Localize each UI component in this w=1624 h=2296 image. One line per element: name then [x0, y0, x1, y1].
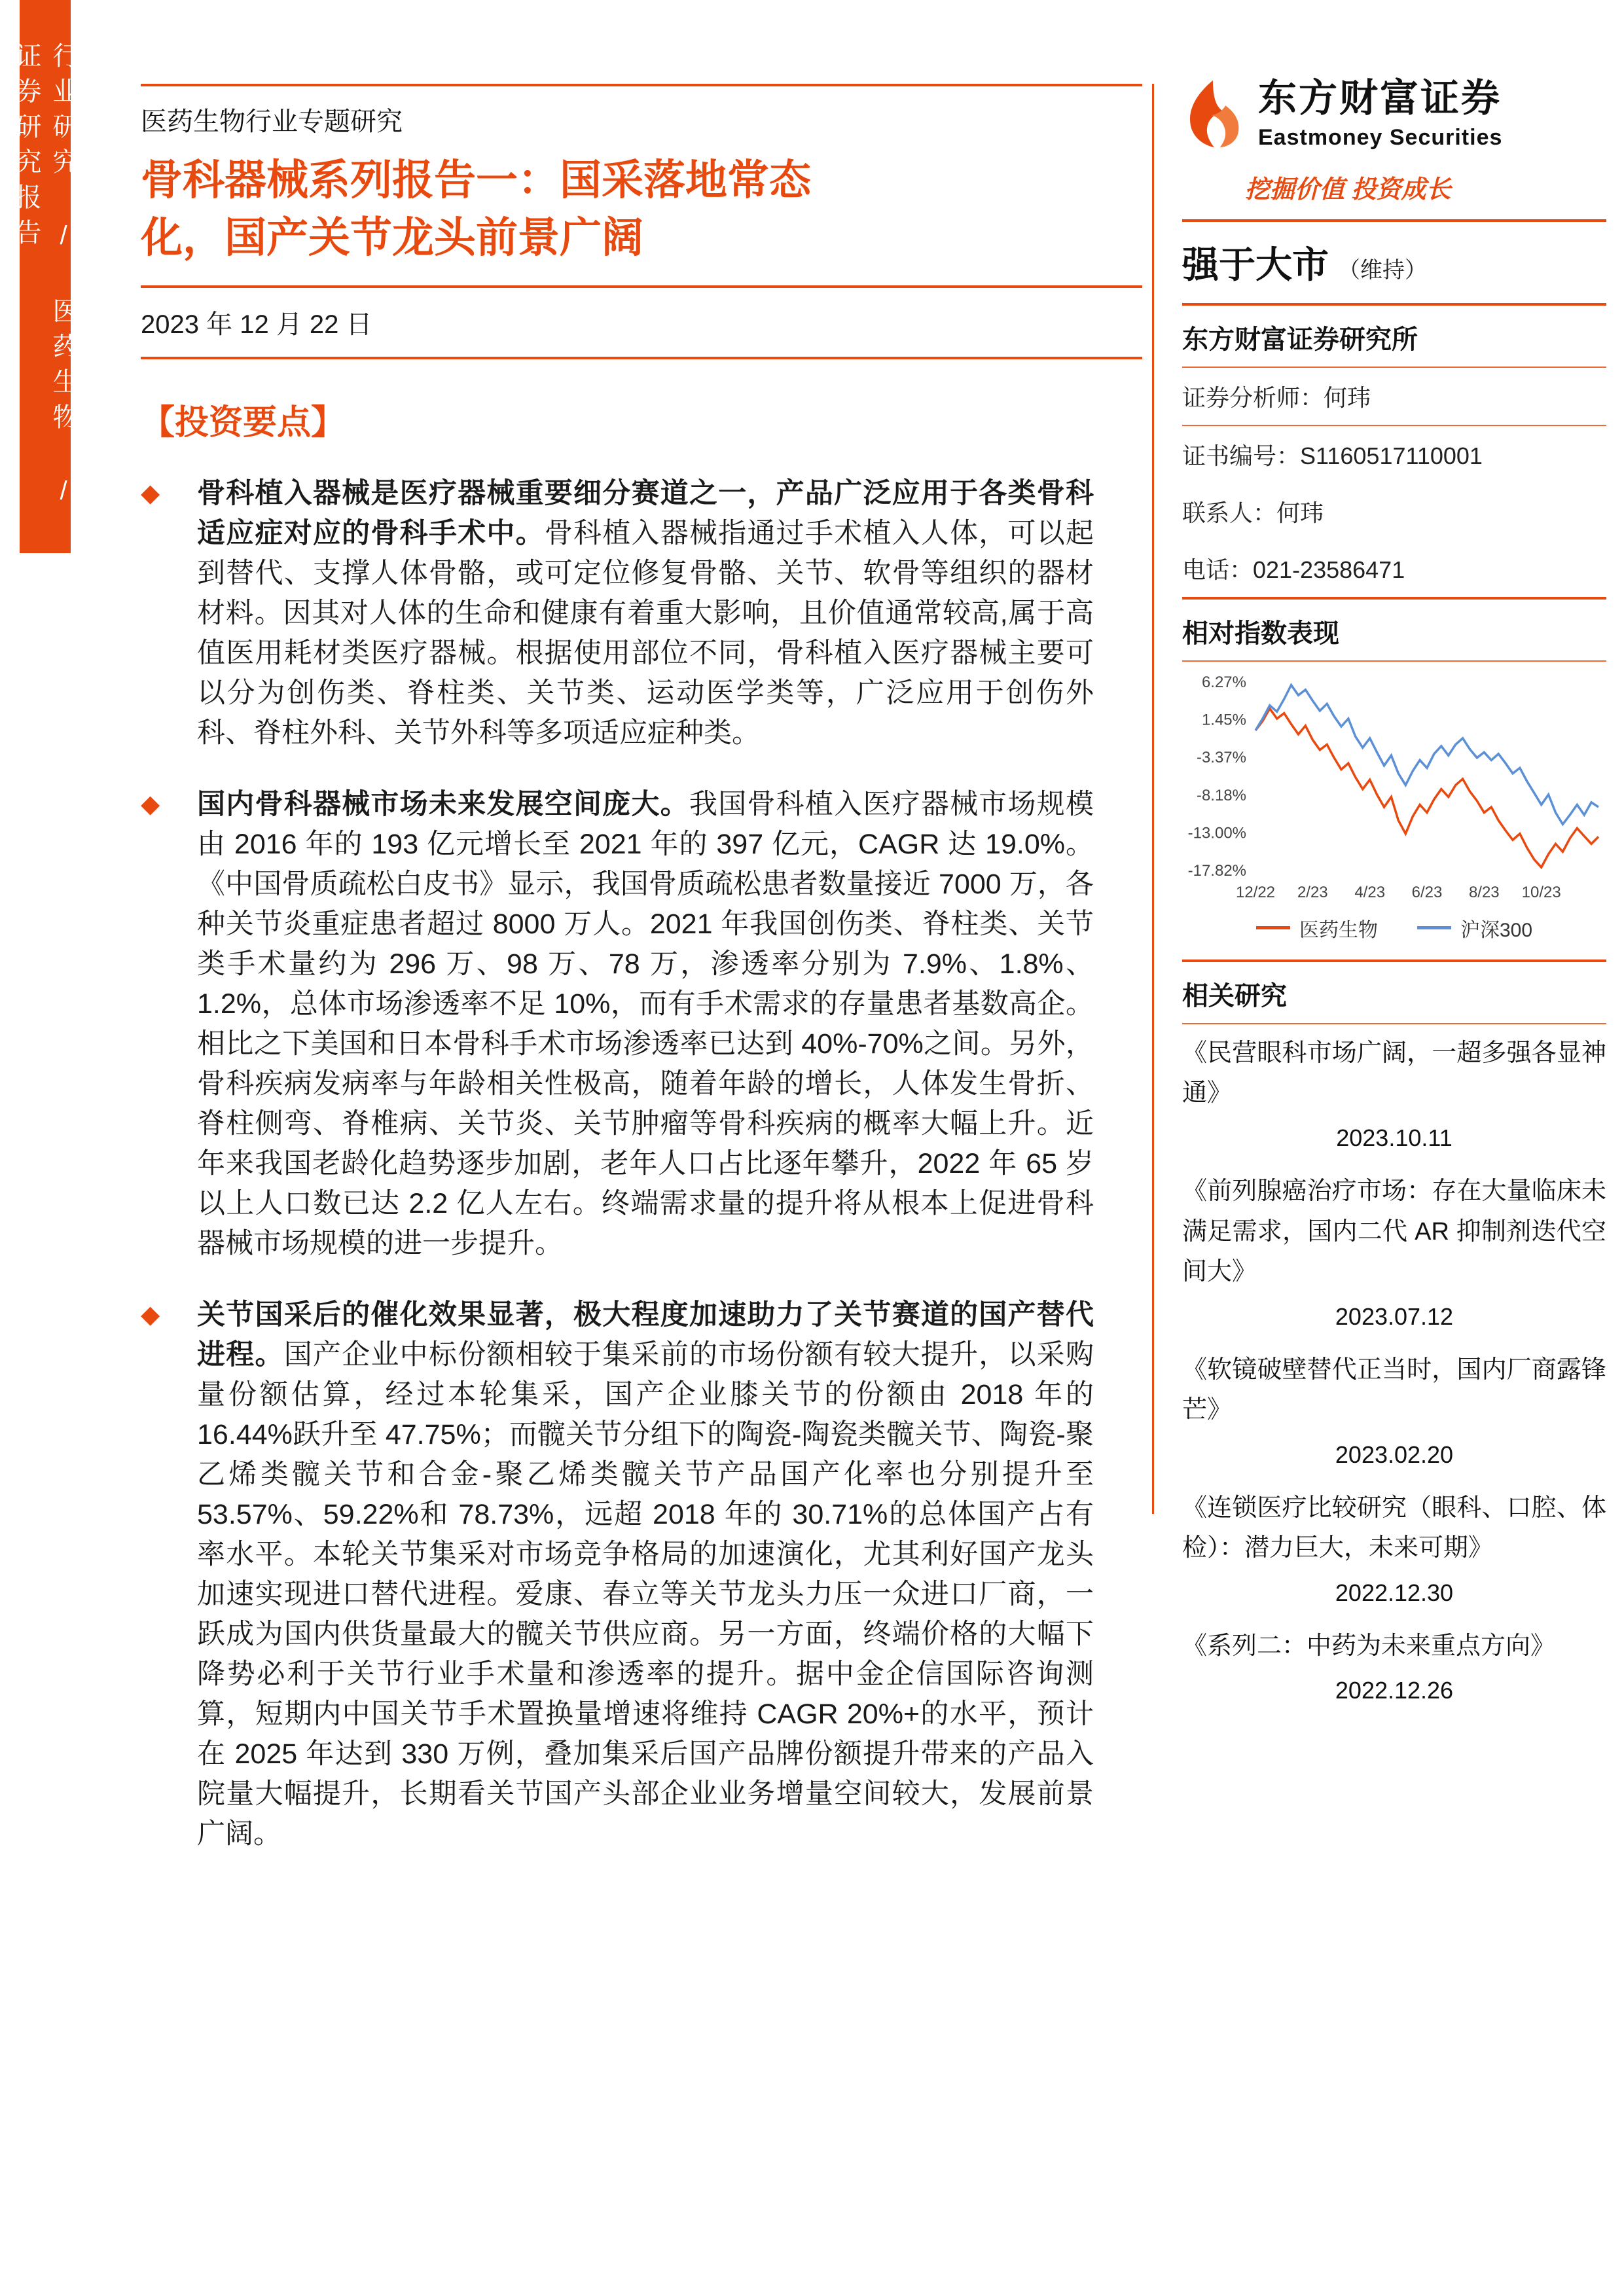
brand-logo [1182, 77, 1606, 151]
key-points-heading: 【投资要点】 [141, 403, 346, 442]
svg-text:-3.37%: -3.37% [1196, 749, 1246, 767]
rating-label: 强于大市 [1182, 243, 1329, 285]
svg-text:4/23: 4/23 [1354, 883, 1386, 901]
performance-chart [1182, 671, 1606, 906]
related-research-item [1182, 1488, 1606, 1607]
research-date: 2022.12.30 [1335, 1579, 1454, 1606]
svg-text:6/23: 6/23 [1411, 883, 1443, 901]
svg-text:10/23: 10/23 [1521, 883, 1561, 901]
research-date: 2023.02.20 [1335, 1441, 1454, 1468]
rating-status: （维持） [1338, 257, 1427, 283]
key-point-body: 骨科植入器械指通过手术植入人体，可以起到替代、支撑人体骨骼，或可定位修复骨骼、关节、软骨等组织的器材材料。因其对人体的生命和健康有着重大影响，且价值通常较高,属于高值医用耗材类医疗器械。根据使用部位不同，骨科植入医疗器械主要可以分为创伤类、脊柱类、关节类、运动医学类等，广泛应用于创伤外科、脊柱外科、关节外科等多项适应症种类。 [197, 517, 1094, 749]
research-title: 《民营眼科市场广阔，一超多强各显神通》 [1182, 1039, 1606, 1107]
brand-name-en: Eastmoney Securities [1258, 124, 1503, 150]
legend-item-hs300 [1417, 914, 1532, 942]
contact-row: 联系人：何玮 [1182, 499, 1324, 526]
svg-text:1.45%: 1.45% [1201, 711, 1246, 729]
certificate-row: 证书编号：S1160517110001 [1182, 442, 1483, 469]
related-research-list [1182, 1033, 1606, 1704]
diamond-bullet-icon: ◆ [141, 1300, 160, 1329]
svg-text:6.27%: 6.27% [1201, 673, 1246, 691]
chart-legend [1182, 914, 1606, 942]
legend-item-pharma [1256, 914, 1378, 942]
research-date: 2022.12.26 [1335, 1677, 1454, 1704]
brand-name-cn: 东方财富证券 [1258, 77, 1502, 120]
key-point-body: 我国骨科植入医疗器械市场规模由 2016 年的 193 亿元增长至 2021 年的 397 亿元，CAGR 达 19.0%。《中国骨质疏松白皮书》显示，我国骨质疏松患者数量接近 7000 万，各种关节炎重症患者超过 8000 万人。2021 年我国创伤类、脊柱类、关节类手术量约为 296 万、98 万、78 万，渗透率分别为 7.9%、1.8%、1.2%，总体市场渗透率不足 10%，而有手术需求的存量患者基数高企。相比之下美国和日本骨科手术市场渗透率已达到 40%-70%之间。另外，骨科疾病发病率与年龄相关性极高，随着年龄的增长，人体发生骨折、脊柱侧弯、脊椎病、关节炎、关节肿瘤等骨科疾病的概率大幅上升。近年来我国老龄化趋势逐步加剧，老年人口占比逐年攀升，2022 年 65 岁以上人口数已达 2.2 亿人左右。终端需求量的提升将从根本上促进骨科器械市场规模的进一步提升。 [197, 788, 1094, 1259]
related-research-item [1182, 1350, 1606, 1469]
hs300-line-swatch [1417, 926, 1451, 929]
svg-text:12/22: 12/22 [1235, 883, 1276, 901]
svg-text:-13.00%: -13.00% [1187, 824, 1246, 842]
legend-label: 沪深300 [1460, 919, 1533, 941]
key-points-list [141, 474, 1142, 1854]
diamond-bullet-icon: ◆ [141, 790, 160, 818]
key-point-body: 国产企业中标份额相较于集采前的市场份额有较大提升，以采购量份额估算，经过本轮集采，国产企业膝关节的份额由 2018 年的 16.44%跃升至 47.75%；而髋关节分组下的陶瓷-陶瓷类髋关节、陶瓷-聚乙烯类髋关节和合金-聚乙烯类髋关节产品国产化率也分别提升至 53.57%、59.22%和 78.73%，远超 2018 年的 30.71%的总体国产占有率水平。本轮关节集采对市场竞争格局的加速演化，尤其利好国产龙头加速实现进口替代进程。爱康、春立等关节龙头力压一众进口厂商，一跃成为国内供货量最大的髋关节供应商。另一方面，终端价格的大幅下降势必利于关节行业手术量和渗透率的提升。据中金企信国际咨询测算，短期内中国关节手术置换量增速将维持 CAGR 20%+的水平，预计在 2025 年达到 330 万例，叠加集采后国产品牌份额提升带来的产品入院量大幅提升，长期看关节国产头部企业业务增量空间较大，发展前景广阔。 [197, 1338, 1094, 1850]
key-point-lead: 骨科植入器械是医疗器械重要细分赛道之一，产品广泛应用于各类骨科适应症对应的骨科手术中。 [197, 477, 1094, 549]
column-divider [1152, 84, 1154, 1514]
related-research-item [1182, 1626, 1606, 1705]
main-column [141, 84, 1142, 1886]
performance-chart-container [1182, 662, 1606, 942]
svg-text:8/23: 8/23 [1468, 883, 1500, 901]
report-title: 骨科器械系列报告一：国采落地常态化，国产关节龙头前景广阔 [141, 156, 811, 262]
index-performance-heading: 相对指数表现 [1182, 619, 1339, 648]
svg-text:2/23: 2/23 [1297, 883, 1328, 901]
rating-row [1182, 222, 1606, 303]
research-title: 《系列二：中药为未来重点方向》 [1182, 1632, 1556, 1660]
key-point-text [197, 474, 1094, 753]
right-column [1182, 77, 1606, 1724]
report-date: 2023 年 12 月 22 日 [141, 310, 372, 339]
institute-name: 东方财富证券研究所 [1182, 325, 1418, 354]
svg-text:-8.18%: -8.18% [1196, 786, 1246, 804]
research-date: 2023.07.12 [1335, 1302, 1454, 1330]
related-research-item [1182, 1033, 1606, 1152]
key-point-text [197, 785, 1094, 1264]
thin-divider [1182, 1023, 1606, 1024]
key-point-text [197, 1295, 1094, 1854]
research-title: 《前列腺癌治疗市场：存在大量临床未满足需求，国内二代 AR 抑制剂迭代空间大》 [1182, 1177, 1606, 1286]
brand-slogan: 挖掘价值 投资成长 [1245, 175, 1451, 204]
eastmoney-flame-icon [1182, 79, 1245, 149]
legend-label: 医药生物 [1299, 919, 1378, 941]
related-research-heading: 相关研究 [1182, 981, 1287, 1011]
key-point-item [141, 1295, 1142, 1854]
orange-divider [141, 357, 1142, 359]
key-point-lead: 国内骨科器械市场未来发展空间庞大。 [197, 788, 689, 820]
phone-row: 电话：021-23586471 [1182, 556, 1405, 583]
pharma-line-swatch [1256, 926, 1290, 929]
related-research-item [1182, 1172, 1606, 1331]
research-date: 2023.10.11 [1336, 1124, 1453, 1151]
sidebar-vertical-label: 行业研究 / 医药生物 / 证券研究报告 [12, 42, 78, 514]
key-point-lead: 关节国采后的催化效果显著，极大程度加速助力了关节赛道的国产替代进程。 [197, 1299, 1094, 1371]
report-category: 医药生物行业专题研究 [141, 107, 403, 136]
svg-text:-17.82%: -17.82% [1187, 861, 1246, 880]
brand-text [1258, 77, 1502, 151]
research-title: 《连锁医疗比较研究（眼科、口腔、体检）：潜力巨大，未来可期》 [1182, 1494, 1606, 1562]
key-point-item [141, 785, 1142, 1264]
research-title: 《软镜破壁替代正当时，国内厂商露锋芒》 [1182, 1355, 1606, 1424]
key-point-item [141, 474, 1142, 753]
diamond-bullet-icon: ◆ [141, 479, 160, 507]
analyst-row: 证券分析师：何玮 [1182, 384, 1371, 411]
industry-category-sidebar [12, 0, 78, 553]
